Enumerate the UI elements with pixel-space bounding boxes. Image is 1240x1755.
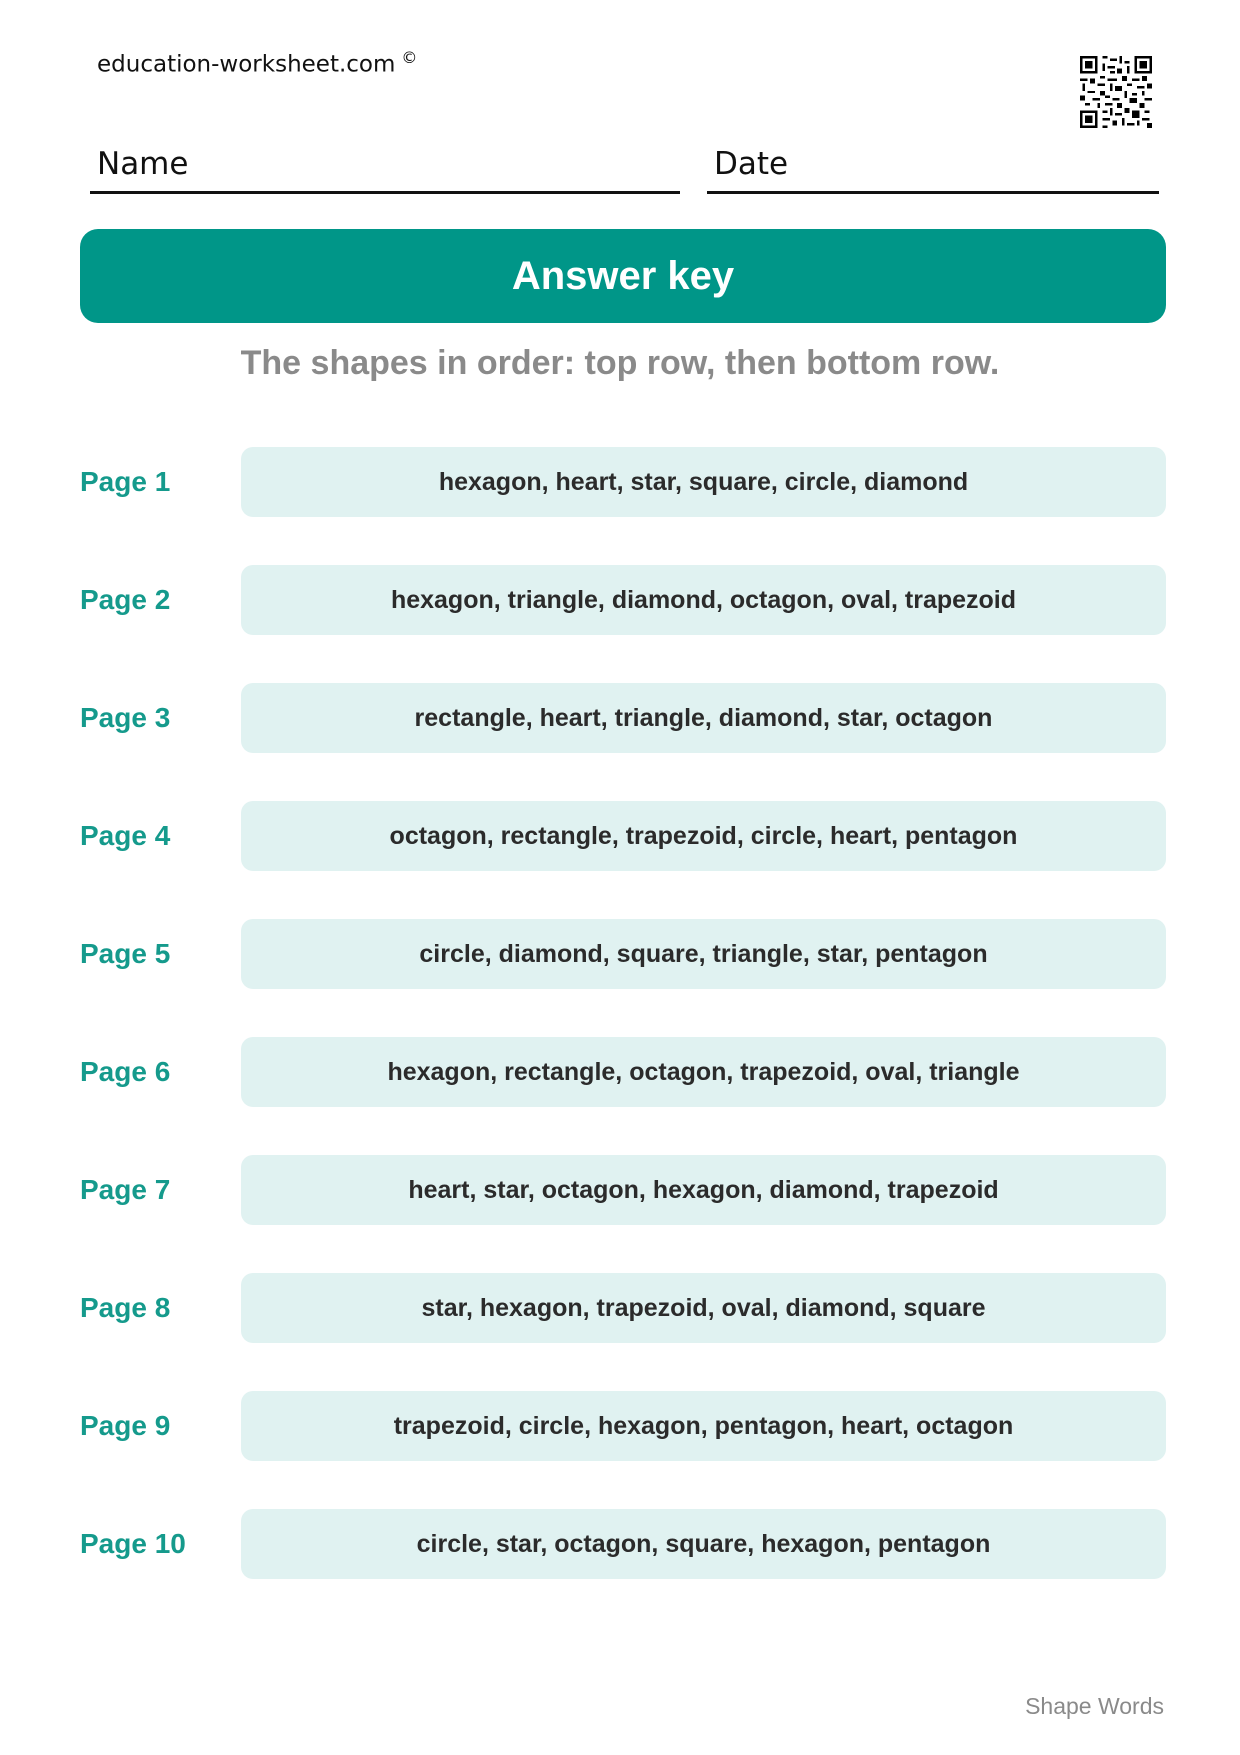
answer-key-banner	[80, 229, 1166, 323]
date-field[interactable]	[707, 140, 1159, 194]
page-label: Page 1	[80, 466, 171, 497]
answer-row	[0, 919, 1240, 989]
answer-text: hexagon, triangle, diamond, octagon, oval, trapezoid	[241, 565, 1166, 635]
answer-text: hexagon, heart, star, square, circle, diamond	[241, 447, 1166, 517]
page-label: Page 10	[80, 1528, 186, 1559]
answer-text: circle, diamond, square, triangle, star, pentagon	[241, 919, 1166, 989]
answer-row	[0, 1037, 1240, 1107]
answer-row	[0, 1273, 1240, 1343]
answer-text: star, hexagon, trapezoid, oval, diamond, square	[241, 1273, 1166, 1343]
answer-row	[0, 1391, 1240, 1461]
page-label: Page 9	[80, 1410, 171, 1441]
answer-text: hexagon, rectangle, octagon, trapezoid, oval, triangle	[241, 1037, 1166, 1107]
page-label: Page 4	[80, 820, 171, 851]
answer-text: circle, star, octagon, square, hexagon, pentagon	[241, 1509, 1166, 1579]
page-label: Page 2	[80, 584, 171, 615]
name-label: Name	[97, 146, 189, 182]
page-label: Page 7	[80, 1174, 171, 1205]
qr-code-icon	[1080, 56, 1152, 128]
answer-row	[0, 1509, 1240, 1579]
instructions: The shapes in order: top row, then bottom row.	[240, 344, 1000, 382]
site-url: education-worksheet.com	[97, 51, 396, 78]
page-title: Answer key	[511, 253, 735, 298]
answer-row	[0, 683, 1240, 753]
answer-text: rectangle, heart, triangle, diamond, star, octagon	[241, 683, 1166, 753]
page-label: Page 5	[80, 938, 171, 969]
answer-row	[0, 801, 1240, 871]
copyright-symbol: ©	[401, 48, 418, 67]
answer-row	[0, 447, 1240, 517]
answer-text: trapezoid, circle, hexagon, pentagon, heart, octagon	[241, 1391, 1166, 1461]
site-name	[97, 48, 417, 78]
page-label: Page 8	[80, 1292, 171, 1323]
page-label: Page 6	[80, 1056, 171, 1087]
date-label: Date	[714, 146, 789, 182]
answer-row	[0, 565, 1240, 635]
answer-text: heart, star, octagon, hexagon, diamond, trapezoid	[241, 1155, 1166, 1225]
answer-row	[0, 1155, 1240, 1225]
name-field[interactable]	[90, 140, 680, 194]
page-label: Page 3	[80, 702, 171, 733]
footer-title: Shape Words	[1025, 1693, 1164, 1719]
answer-text: octagon, rectangle, trapezoid, circle, heart, pentagon	[241, 801, 1166, 871]
